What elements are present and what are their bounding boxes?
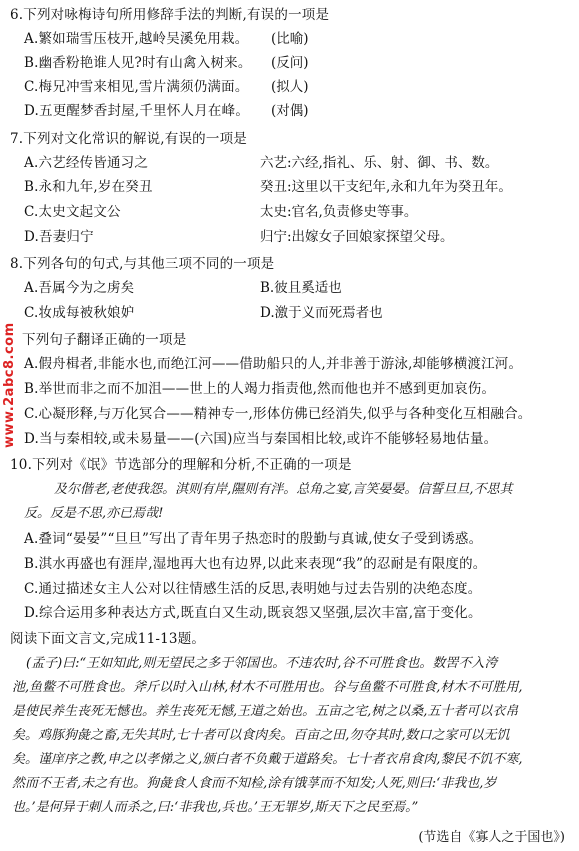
q10-passage-line-2: 反。反是不思,亦已焉哉! <box>24 506 164 521</box>
q9-option-d: D.当与秦相较,或未易量——(六国)应当与秦国相比较,或许不能够轻易地估量。 <box>24 431 498 447</box>
q6-option-c: C.梅兄冲雪来相见,雪片满须仍满面。 <box>24 79 249 95</box>
q7-option-d: D.吾妻归宁 <box>24 229 94 245</box>
reading-passage-line-2: 池,鱼鳖不可胜食也。斧斤以时入山林,材木不可胜用也。谷与鱼鳖不可胜食,材木不可胜用, <box>12 680 523 695</box>
q6-option-d: D.五更醒梦香封屋,千里怀人月在峰。 <box>24 103 250 119</box>
reading-intro: 阅读下面文言文,完成11-13题。 <box>10 631 206 647</box>
q8-option-b: B.彼且奚适也 <box>260 280 342 296</box>
q7-option-b-explanation: 癸丑:这里以干支纪年,永和九年为癸丑年。 <box>260 179 512 195</box>
q6-option-b: B.幽香粉艳谁人见?时有山禽入树来。 <box>24 55 252 71</box>
q7-option-a: A.六艺经传皆通习之 <box>24 155 149 171</box>
q6-option-a: A.繁如瑞雪压枝开,越岭吴溪免用栽。 <box>24 31 249 47</box>
reading-passage-line-1: (孟子)曰:“王如知此,则无望民之多于邻国也。不违农时,谷不可胜食也。数罟不入洿 <box>26 656 498 671</box>
q10-option-d: D.综合运用多种表达方式,既直白又生动,既哀怨又坚强,层次丰富,富于变化。 <box>24 605 482 621</box>
q10-stem: 10.下列对《氓》节选部分的理解和分析,不正确的一项是 <box>10 457 352 473</box>
q6-option-c-note: (拟人) <box>271 79 309 95</box>
q7-option-a-explanation: 六艺:六经,指礼、乐、射、御、书、数。 <box>260 155 499 171</box>
q7-option-c-explanation: 太史:官名,负责修史等事。 <box>260 204 418 220</box>
reading-passage-line-6: 然而不王者,未之有也。狗彘食人食而不知检,涂有饿莩而不知发;人死,则曰:‘非我也,岁 <box>12 776 497 791</box>
reading-passage-line-5: 矣。谨庠序之教,申之以孝悌之义,颁白者不负戴于道路矣。七十者衣帛食肉,黎民不饥不寒, <box>12 752 523 767</box>
reading-passage-line-7: 也。’是何异于刺人而杀之,曰:‘非我也,兵也。’王无罪岁,斯天下之民至焉。” <box>12 800 419 815</box>
q10-passage-line-1: 及尔偕老,老使我怨。淇则有岸,隰则有泮。总角之宴,言笑晏晏。信誓旦旦,不思其 <box>54 482 513 497</box>
q7-option-d-explanation: 归宁:出嫁女子回娘家探望父母。 <box>260 229 454 245</box>
q6-stem: 6.下列对咏梅诗句所用修辞手法的判断,有误的一项是 <box>10 7 330 23</box>
q9-stem: 下列句子翻译正确的一项是 <box>22 332 187 348</box>
reading-source: (节选自《寡人之于国也》) <box>418 830 565 845</box>
q6-option-d-note: (对偶) <box>271 103 309 119</box>
q10-option-b: B.淇水再盛也有涯岸,湿地再大也有边界,以此来表现“我”的忍耐是有限度的。 <box>24 556 487 572</box>
q8-option-c: C.妆成每被秋娘妒 <box>24 305 135 321</box>
q9-option-c: C.心凝形释,与万化冥合——精神专一,形体仿佛已经消失,似乎与各种变化互相融合。 <box>24 406 532 422</box>
watermark: www.2abc8.com <box>2 322 17 448</box>
reading-passage-line-4: 矣。鸡豚狗彘之畜,无失其时,七十者可以食肉矣。百亩之田,勿夺其时,数口之家可以无饥 <box>12 728 510 743</box>
q6-option-a-note: (比喻) <box>271 31 309 47</box>
q7-option-c: C.太史文起文公 <box>24 204 121 220</box>
q7-option-b: B.永和九年,岁在癸丑 <box>24 179 153 195</box>
q9-option-a: A.假舟楫者,非能水也,而绝江河——借助船只的人,并非善于游泳,却能够横渡江河。 <box>24 356 523 372</box>
q8-option-a: A.吾属今为之虏矣 <box>24 280 135 296</box>
q7-stem: 7.下列对文化常识的解说,有误的一项是 <box>10 131 247 147</box>
q8-stem: 8.下列各句的句式,与其他三项不同的一项是 <box>10 256 275 272</box>
q6-option-b-note: (反问) <box>271 55 309 71</box>
q10-option-a: A.叠词“晏晏”“旦旦”写出了青年男子热恋时的殷勤与真诚,使女子受到诱惑。 <box>24 531 483 547</box>
q10-option-c: C.通过描述女主人公对以往情感生活的反思,表明她与过去告别的决绝态度。 <box>24 581 482 597</box>
q9-option-b: B.举世而非之而不加沮——世上的人竭力指责他,然而他也并不感到更加哀伤。 <box>24 381 496 397</box>
reading-passage-line-3: 是使民养生丧死无憾也。养生丧死无憾,王道之始也。五亩之宅,树之以桑,五十者可以衣帛 <box>12 704 519 719</box>
q8-option-d: D.激于义而死焉者也 <box>260 305 383 321</box>
